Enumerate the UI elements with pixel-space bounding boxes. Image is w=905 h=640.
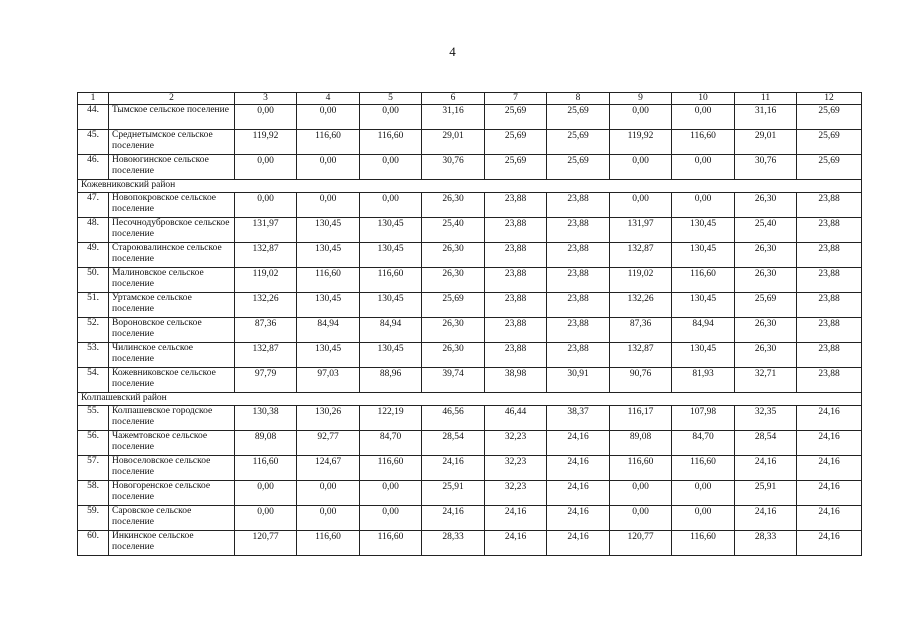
value-cell: 132,87	[610, 243, 672, 268]
value-cell: 116,60	[235, 456, 297, 481]
value-cell: 25,69	[422, 293, 485, 318]
value-cell: 132,87	[235, 343, 297, 368]
value-cell: 24,16	[485, 531, 547, 556]
table-row	[78, 193, 862, 218]
value-cell: 0,00	[360, 155, 422, 180]
value-cell: 23,88	[547, 318, 610, 343]
value-cell: 23,88	[485, 268, 547, 293]
settlement-name: Новоселовское сельское поселение	[109, 456, 235, 481]
table-row	[78, 456, 862, 481]
value-cell: 32,71	[735, 368, 797, 393]
value-cell: 0,00	[672, 155, 735, 180]
value-cell: 130,45	[297, 343, 360, 368]
value-cell: 130,45	[297, 293, 360, 318]
value-cell: 38,37	[547, 406, 610, 431]
value-cell: 89,08	[235, 431, 297, 456]
value-cell: 131,97	[610, 218, 672, 243]
settlement-name: Песочнодубровское сельское поселение	[109, 218, 235, 243]
settlement-name: Чажемтовское сельское поселение	[109, 431, 235, 456]
column-header: 3	[235, 93, 297, 105]
value-cell: 0,00	[610, 481, 672, 506]
column-header: 9	[610, 93, 672, 105]
value-cell: 25,91	[422, 481, 485, 506]
value-cell: 23,88	[547, 268, 610, 293]
value-cell: 0,00	[235, 506, 297, 531]
table-row	[78, 431, 862, 456]
value-cell: 23,88	[547, 243, 610, 268]
table-row	[78, 293, 862, 318]
value-cell: 24,16	[547, 481, 610, 506]
column-header: 5	[360, 93, 422, 105]
value-cell: 30,91	[547, 368, 610, 393]
value-cell: 130,45	[672, 293, 735, 318]
value-cell: 130,45	[297, 243, 360, 268]
value-cell: 26,30	[735, 268, 797, 293]
value-cell: 23,88	[797, 243, 862, 268]
column-header: 11	[735, 93, 797, 105]
value-cell: 23,88	[797, 193, 862, 218]
value-cell: 25,69	[547, 105, 610, 130]
value-cell: 26,30	[735, 243, 797, 268]
value-cell: 92,77	[297, 431, 360, 456]
value-cell: 26,30	[422, 243, 485, 268]
value-cell: 23,88	[547, 218, 610, 243]
value-cell: 23,88	[797, 318, 862, 343]
value-cell: 116,60	[360, 456, 422, 481]
row-number: 47.	[78, 193, 109, 218]
value-cell: 23,88	[485, 343, 547, 368]
value-cell: 0,00	[297, 193, 360, 218]
district-row	[78, 180, 862, 193]
value-cell: 116,60	[672, 531, 735, 556]
value-cell: 0,00	[360, 506, 422, 531]
value-cell: 23,88	[547, 343, 610, 368]
settlement-name: Новопокровское сельское поселение	[109, 193, 235, 218]
value-cell: 23,88	[485, 318, 547, 343]
value-cell: 25,69	[485, 130, 547, 155]
value-cell: 0,00	[672, 506, 735, 531]
row-number: 54.	[78, 368, 109, 393]
value-cell: 28,33	[422, 531, 485, 556]
value-cell: 24,16	[735, 506, 797, 531]
value-cell: 24,16	[422, 506, 485, 531]
row-number: 56.	[78, 431, 109, 456]
table-row	[78, 155, 862, 180]
settlement-name: Малиновское сельское поселение	[109, 268, 235, 293]
district-row	[78, 393, 862, 406]
table-row	[78, 406, 862, 431]
value-cell: 32,23	[485, 431, 547, 456]
value-cell: 28,54	[735, 431, 797, 456]
column-header: 7	[485, 93, 547, 105]
value-cell: 88,96	[360, 368, 422, 393]
value-cell: 24,16	[797, 481, 862, 506]
value-cell: 116,60	[360, 130, 422, 155]
value-cell: 116,60	[672, 130, 735, 155]
value-cell: 116,60	[672, 268, 735, 293]
value-cell: 23,88	[797, 343, 862, 368]
value-cell: 25,40	[735, 218, 797, 243]
value-cell: 130,45	[360, 243, 422, 268]
value-cell: 130,45	[360, 343, 422, 368]
value-cell: 23,88	[797, 293, 862, 318]
value-cell: 0,00	[610, 193, 672, 218]
value-cell: 31,16	[422, 105, 485, 130]
row-number: 57.	[78, 456, 109, 481]
value-cell: 130,45	[360, 218, 422, 243]
row-number: 51.	[78, 293, 109, 318]
table-row	[78, 105, 862, 130]
value-cell: 30,76	[422, 155, 485, 180]
value-cell: 116,60	[297, 531, 360, 556]
value-cell: 24,16	[797, 431, 862, 456]
district-label: Колпашевский район	[78, 393, 862, 406]
value-cell: 119,02	[235, 268, 297, 293]
value-cell: 23,88	[485, 243, 547, 268]
value-cell: 28,54	[422, 431, 485, 456]
value-cell: 26,30	[735, 193, 797, 218]
value-cell: 0,00	[672, 105, 735, 130]
value-cell: 24,16	[485, 506, 547, 531]
column-header: 1	[78, 93, 109, 105]
settlement-name: Инкинское сельское поселение	[109, 531, 235, 556]
value-cell: 32,35	[735, 406, 797, 431]
value-cell: 25,69	[547, 130, 610, 155]
settlement-name: Новоюгинское сельское поселение	[109, 155, 235, 180]
table-row	[78, 481, 862, 506]
value-cell: 32,23	[485, 481, 547, 506]
value-cell: 119,92	[235, 130, 297, 155]
value-cell: 84,94	[672, 318, 735, 343]
value-cell: 24,16	[547, 456, 610, 481]
value-cell: 24,16	[797, 531, 862, 556]
value-cell: 84,70	[672, 431, 735, 456]
value-cell: 84,94	[297, 318, 360, 343]
value-cell: 130,38	[235, 406, 297, 431]
row-number: 48.	[78, 218, 109, 243]
settlement-name: Саровское сельское поселение	[109, 506, 235, 531]
value-cell: 24,16	[547, 431, 610, 456]
column-header: 8	[547, 93, 610, 105]
value-cell: 90,76	[610, 368, 672, 393]
data-table	[77, 92, 862, 556]
value-cell: 0,00	[235, 193, 297, 218]
value-cell: 130,45	[672, 243, 735, 268]
value-cell: 38,98	[485, 368, 547, 393]
row-number: 44.	[78, 105, 109, 130]
value-cell: 32,23	[485, 456, 547, 481]
value-cell: 25,69	[797, 155, 862, 180]
value-cell: 130,45	[672, 218, 735, 243]
value-cell: 87,36	[235, 318, 297, 343]
value-cell: 0,00	[297, 155, 360, 180]
row-number: 49.	[78, 243, 109, 268]
row-number: 53.	[78, 343, 109, 368]
value-cell: 0,00	[297, 506, 360, 531]
value-cell: 23,88	[485, 193, 547, 218]
value-cell: 116,60	[360, 531, 422, 556]
value-cell: 39,74	[422, 368, 485, 393]
value-cell: 131,97	[235, 218, 297, 243]
value-cell: 89,08	[610, 431, 672, 456]
value-cell: 24,16	[547, 531, 610, 556]
column-header: 10	[672, 93, 735, 105]
value-cell: 116,60	[610, 456, 672, 481]
row-number: 55.	[78, 406, 109, 431]
value-cell: 26,30	[422, 343, 485, 368]
value-cell: 25,69	[797, 105, 862, 130]
value-cell: 24,16	[797, 456, 862, 481]
table-row	[78, 268, 862, 293]
value-cell: 23,88	[797, 218, 862, 243]
row-number: 50.	[78, 268, 109, 293]
value-cell: 23,88	[485, 293, 547, 318]
value-cell: 0,00	[610, 105, 672, 130]
value-cell: 122,19	[360, 406, 422, 431]
value-cell: 23,88	[797, 368, 862, 393]
value-cell: 31,16	[735, 105, 797, 130]
value-cell: 120,77	[235, 531, 297, 556]
value-cell: 132,26	[235, 293, 297, 318]
value-cell: 25,69	[547, 155, 610, 180]
table-row	[78, 506, 862, 531]
value-cell: 0,00	[360, 105, 422, 130]
table-row	[78, 368, 862, 393]
value-cell: 26,30	[422, 268, 485, 293]
value-cell: 24,16	[422, 456, 485, 481]
value-cell: 26,30	[422, 193, 485, 218]
column-number-row	[78, 93, 862, 105]
value-cell: 0,00	[235, 481, 297, 506]
district-label: Кожевниковский район	[78, 180, 862, 193]
value-cell: 97,79	[235, 368, 297, 393]
settlement-name: Староювалинское сельское поселение	[109, 243, 235, 268]
column-header: 4	[297, 93, 360, 105]
settlement-name: Вороновское сельское поселение	[109, 318, 235, 343]
settlement-name: Колпашевское городское поселение	[109, 406, 235, 431]
value-cell: 25,69	[485, 155, 547, 180]
value-cell: 116,17	[610, 406, 672, 431]
settlement-name: Новогоренское сельское поселение	[109, 481, 235, 506]
value-cell: 116,60	[297, 268, 360, 293]
value-cell: 26,30	[735, 343, 797, 368]
row-number: 45.	[78, 130, 109, 155]
value-cell: 0,00	[235, 105, 297, 130]
value-cell: 46,44	[485, 406, 547, 431]
value-cell: 130,45	[360, 293, 422, 318]
value-cell: 124,67	[297, 456, 360, 481]
value-cell: 0,00	[672, 193, 735, 218]
table-row	[78, 218, 862, 243]
value-cell: 0,00	[360, 193, 422, 218]
value-cell: 130,26	[297, 406, 360, 431]
value-cell: 46,56	[422, 406, 485, 431]
value-cell: 116,60	[672, 456, 735, 481]
value-cell: 23,88	[797, 268, 862, 293]
value-cell: 119,02	[610, 268, 672, 293]
value-cell: 25,91	[735, 481, 797, 506]
value-cell: 26,30	[735, 318, 797, 343]
value-cell: 28,33	[735, 531, 797, 556]
value-cell: 132,87	[610, 343, 672, 368]
value-cell: 23,88	[547, 293, 610, 318]
value-cell: 29,01	[735, 130, 797, 155]
value-cell: 23,88	[547, 193, 610, 218]
row-number: 46.	[78, 155, 109, 180]
column-header: 2	[109, 93, 235, 105]
value-cell: 130,45	[672, 343, 735, 368]
value-cell: 25,40	[422, 218, 485, 243]
row-number: 58.	[78, 481, 109, 506]
value-cell: 107,98	[672, 406, 735, 431]
value-cell: 24,16	[547, 506, 610, 531]
value-cell: 25,69	[735, 293, 797, 318]
table-row	[78, 318, 862, 343]
value-cell: 0,00	[360, 481, 422, 506]
table-row	[78, 130, 862, 155]
settlement-name: Тымское сельское поселение	[109, 105, 235, 130]
value-cell: 116,60	[360, 268, 422, 293]
value-cell: 24,16	[735, 456, 797, 481]
value-cell: 0,00	[235, 155, 297, 180]
value-cell: 97,03	[297, 368, 360, 393]
table-row	[78, 531, 862, 556]
value-cell: 84,94	[360, 318, 422, 343]
value-cell: 0,00	[297, 481, 360, 506]
value-cell: 132,87	[235, 243, 297, 268]
row-number: 52.	[78, 318, 109, 343]
settlement-name: Среднетымское сельское поселение	[109, 130, 235, 155]
table-row	[78, 243, 862, 268]
value-cell: 24,16	[797, 506, 862, 531]
value-cell: 0,00	[610, 155, 672, 180]
value-cell: 132,26	[610, 293, 672, 318]
value-cell: 81,93	[672, 368, 735, 393]
value-cell: 84,70	[360, 431, 422, 456]
table-body	[78, 93, 862, 556]
column-header: 12	[797, 93, 862, 105]
value-cell: 25,69	[797, 130, 862, 155]
settlement-name: Кожевниковское сельское поселение	[109, 368, 235, 393]
value-cell: 30,76	[735, 155, 797, 180]
column-header: 6	[422, 93, 485, 105]
value-cell: 130,45	[297, 218, 360, 243]
value-cell: 29,01	[422, 130, 485, 155]
value-cell: 23,88	[485, 218, 547, 243]
settlement-name: Уртамское сельское поселение	[109, 293, 235, 318]
value-cell: 0,00	[672, 481, 735, 506]
table-row	[78, 343, 862, 368]
value-cell: 0,00	[297, 105, 360, 130]
value-cell: 0,00	[610, 506, 672, 531]
value-cell: 26,30	[422, 318, 485, 343]
value-cell: 24,16	[797, 406, 862, 431]
page-number: 4	[449, 44, 456, 59]
settlement-name: Чилинское сельское поселение	[109, 343, 235, 368]
value-cell: 119,92	[610, 130, 672, 155]
row-number: 60.	[78, 531, 109, 556]
value-cell: 25,69	[485, 105, 547, 130]
value-cell: 120,77	[610, 531, 672, 556]
row-number: 59.	[78, 506, 109, 531]
value-cell: 87,36	[610, 318, 672, 343]
value-cell: 116,60	[297, 130, 360, 155]
